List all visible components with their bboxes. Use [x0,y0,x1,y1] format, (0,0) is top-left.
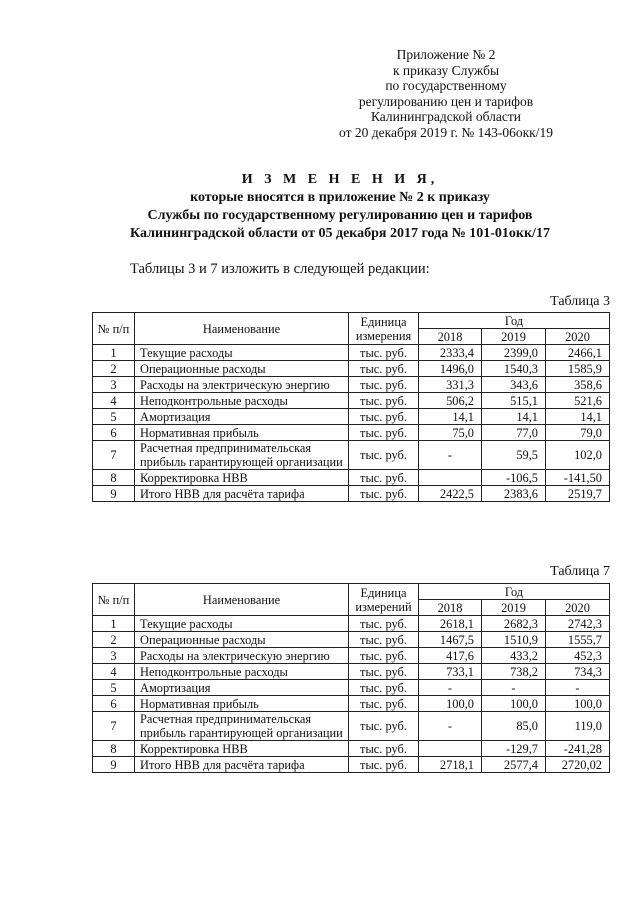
table7-caption: Таблица 7 [550,564,610,579]
value-2018 [419,741,482,757]
value-2019: 14,1 [482,409,546,425]
value-2020: 2519,7 [546,486,610,502]
table-row [93,361,610,377]
row-number: 7 [93,441,135,470]
row-name: Корректировка НВВ [135,470,349,486]
row-number: 2 [93,361,135,377]
row-name: Расчетная предпринимательская прибыль гарантирующей организации [135,712,349,741]
value-2020: 734,3 [546,664,610,680]
value-2020: -241,28 [546,741,610,757]
title-line: Службы по государственному регулированию цен и тарифов [147,208,533,223]
table7 [92,583,610,773]
row-name: Текущие расходы [135,345,349,361]
value-2019: 2399,0 [482,345,546,361]
row-unit: тыс. руб. [349,425,419,441]
value-2018 [419,470,482,486]
appendix-line: по государственному [385,78,507,94]
value-2019: -106,5 [482,470,546,486]
value-2019: 2383,6 [482,486,546,502]
value-2020: 2720,02 [546,757,610,773]
value-2020: 1585,9 [546,361,610,377]
table-row [93,345,610,361]
value-2020: 2466,1 [546,345,610,361]
table-row [93,680,610,696]
value-2019: 738,2 [482,664,546,680]
value-2020: 79,0 [546,425,610,441]
col-header-year: Год [419,584,610,600]
value-2019: -129,7 [482,741,546,757]
row-number: 1 [93,345,135,361]
row-number: 6 [93,696,135,712]
row-unit: тыс. руб. [349,345,419,361]
value-2020: - [546,680,610,696]
appendix-line: к приказу Службы [392,62,500,78]
row-number: 2 [93,632,135,648]
value-2019: 2682,3 [482,616,546,632]
row-unit: тыс. руб. [349,486,419,502]
col-header-2018: 2018 [419,329,482,345]
table-row [93,425,610,441]
table-row [93,377,610,393]
row-unit: тыс. руб. [349,712,419,741]
row-name: Операционные расходы [135,361,349,377]
row-name: Нормативная прибыль [135,425,349,441]
value-2019: 85,0 [482,712,546,741]
row-number: 3 [93,648,135,664]
row-unit: тыс. руб. [349,696,419,712]
value-2019: - [482,680,546,696]
row-name: Корректировка НВВ [135,741,349,757]
table-row [93,696,610,712]
row-name: Расчетная предпринимательская прибыль гарантирующей организации [135,441,349,470]
row-name: Неподконтрольные расходы [135,664,349,680]
value-2019: 59,5 [482,441,546,470]
row-number: 8 [93,741,135,757]
value-2018: 2618,1 [419,616,482,632]
table3-caption: Таблица 3 [550,294,610,309]
appendix-block [296,47,596,141]
row-unit: тыс. руб. [349,648,419,664]
row-name: Итого НВВ для расчёта тарифа [135,486,349,502]
col-header-2020: 2020 [546,329,610,345]
value-2020: 1555,7 [546,632,610,648]
value-2020: 2742,3 [546,616,610,632]
row-name: Неподконтрольные расходы [135,393,349,409]
value-2019: 1510,9 [482,632,546,648]
row-number: 4 [93,393,135,409]
value-2018: 75,0 [419,425,482,441]
row-unit: тыс. руб. [349,664,419,680]
title-line: которые вносятся в приложение № 2 к приказу [190,190,490,205]
row-unit: тыс. руб. [349,632,419,648]
table-row [93,486,610,502]
row-number: 7 [93,712,135,741]
row-number: 8 [93,470,135,486]
value-2019: 2577,4 [482,757,546,773]
value-2018: 417,6 [419,648,482,664]
value-2018: - [419,441,482,470]
value-2018: 331,3 [419,377,482,393]
col-header-2020: 2020 [546,600,610,616]
col-header-2019: 2019 [482,600,546,616]
row-unit: тыс. руб. [349,470,419,486]
intro-text: Таблицы 3 и 7 изложить в следующей редакции: [130,261,430,277]
title-heading: И З М Е Н Е Н И Я, [241,172,439,187]
col-header-num: № п/п [93,313,135,345]
title-line: Калининградской области от 05 декабря 2017 года № 101-01окк/17 [130,226,550,241]
row-unit: тыс. руб. [349,616,419,632]
row-unit: тыс. руб. [349,361,419,377]
table-row [93,470,610,486]
value-2019: 515,1 [482,393,546,409]
value-2019: 100,0 [482,696,546,712]
appendix-line: от 20 декабря 2019 г. № 143-06окк/19 [339,124,553,140]
value-2020: 119,0 [546,712,610,741]
row-number: 5 [93,680,135,696]
row-name: Текущие расходы [135,616,349,632]
table3 [92,312,610,502]
table-row [93,712,610,741]
table-row [93,648,610,664]
value-2018: 1467,5 [419,632,482,648]
value-2020: 100,0 [546,696,610,712]
document-title [40,171,640,243]
col-header-num: № п/п [93,584,135,616]
col-header-unit: Единица измерений [349,584,419,616]
value-2019: 433,2 [482,648,546,664]
row-name: Амортизация [135,680,349,696]
table-row [93,664,610,680]
table-row [93,616,610,632]
table-row [93,741,610,757]
row-unit: тыс. руб. [349,441,419,470]
appendix-line: Приложение № 2 [396,47,496,62]
row-number: 6 [93,425,135,441]
row-number: 9 [93,486,135,502]
value-2020: 358,6 [546,377,610,393]
row-unit: тыс. руб. [349,741,419,757]
row-name: Амортизация [135,409,349,425]
col-header-name: Наименование [135,313,349,345]
table-row [93,757,610,773]
col-header-name: Наименование [135,584,349,616]
value-2018: 14,1 [419,409,482,425]
value-2020: 102,0 [546,441,610,470]
value-2019: 343,6 [482,377,546,393]
value-2018: - [419,712,482,741]
row-name: Расходы на электрическую энергию [135,377,349,393]
row-number: 9 [93,757,135,773]
value-2018: - [419,680,482,696]
row-number: 3 [93,377,135,393]
table-row [93,409,610,425]
row-number: 5 [93,409,135,425]
row-name: Итого НВВ для расчёта тарифа [135,757,349,773]
value-2020: 521,6 [546,393,610,409]
value-2018: 733,1 [419,664,482,680]
table-row [93,632,610,648]
value-2019: 77,0 [482,425,546,441]
value-2018: 2422,5 [419,486,482,502]
row-unit: тыс. руб. [349,377,419,393]
value-2018: 2718,1 [419,757,482,773]
col-header-year: Год [419,313,610,329]
row-unit: тыс. руб. [349,393,419,409]
value-2020: -141,50 [546,470,610,486]
row-unit: тыс. руб. [349,409,419,425]
col-header-unit: Единица измерения [349,313,419,345]
appendix-line: Калининградской области [370,109,522,125]
value-2018: 1496,0 [419,361,482,377]
value-2019: 1540,3 [482,361,546,377]
col-header-2019: 2019 [482,329,546,345]
row-name: Нормативная прибыль [135,696,349,712]
row-number: 1 [93,616,135,632]
row-name: Операционные расходы [135,632,349,648]
value-2018: 100,0 [419,696,482,712]
value-2018: 506,2 [419,393,482,409]
table-row [93,441,610,470]
appendix-line: регулированию цен и тарифов [358,93,534,109]
value-2020: 452,3 [546,648,610,664]
row-number: 4 [93,664,135,680]
value-2020: 14,1 [546,409,610,425]
row-name: Расходы на электрическую энергию [135,648,349,664]
col-header-2018: 2018 [419,600,482,616]
row-unit: тыс. руб. [349,757,419,773]
row-unit: тыс. руб. [349,680,419,696]
value-2018: 2333,4 [419,345,482,361]
table-row [93,393,610,409]
